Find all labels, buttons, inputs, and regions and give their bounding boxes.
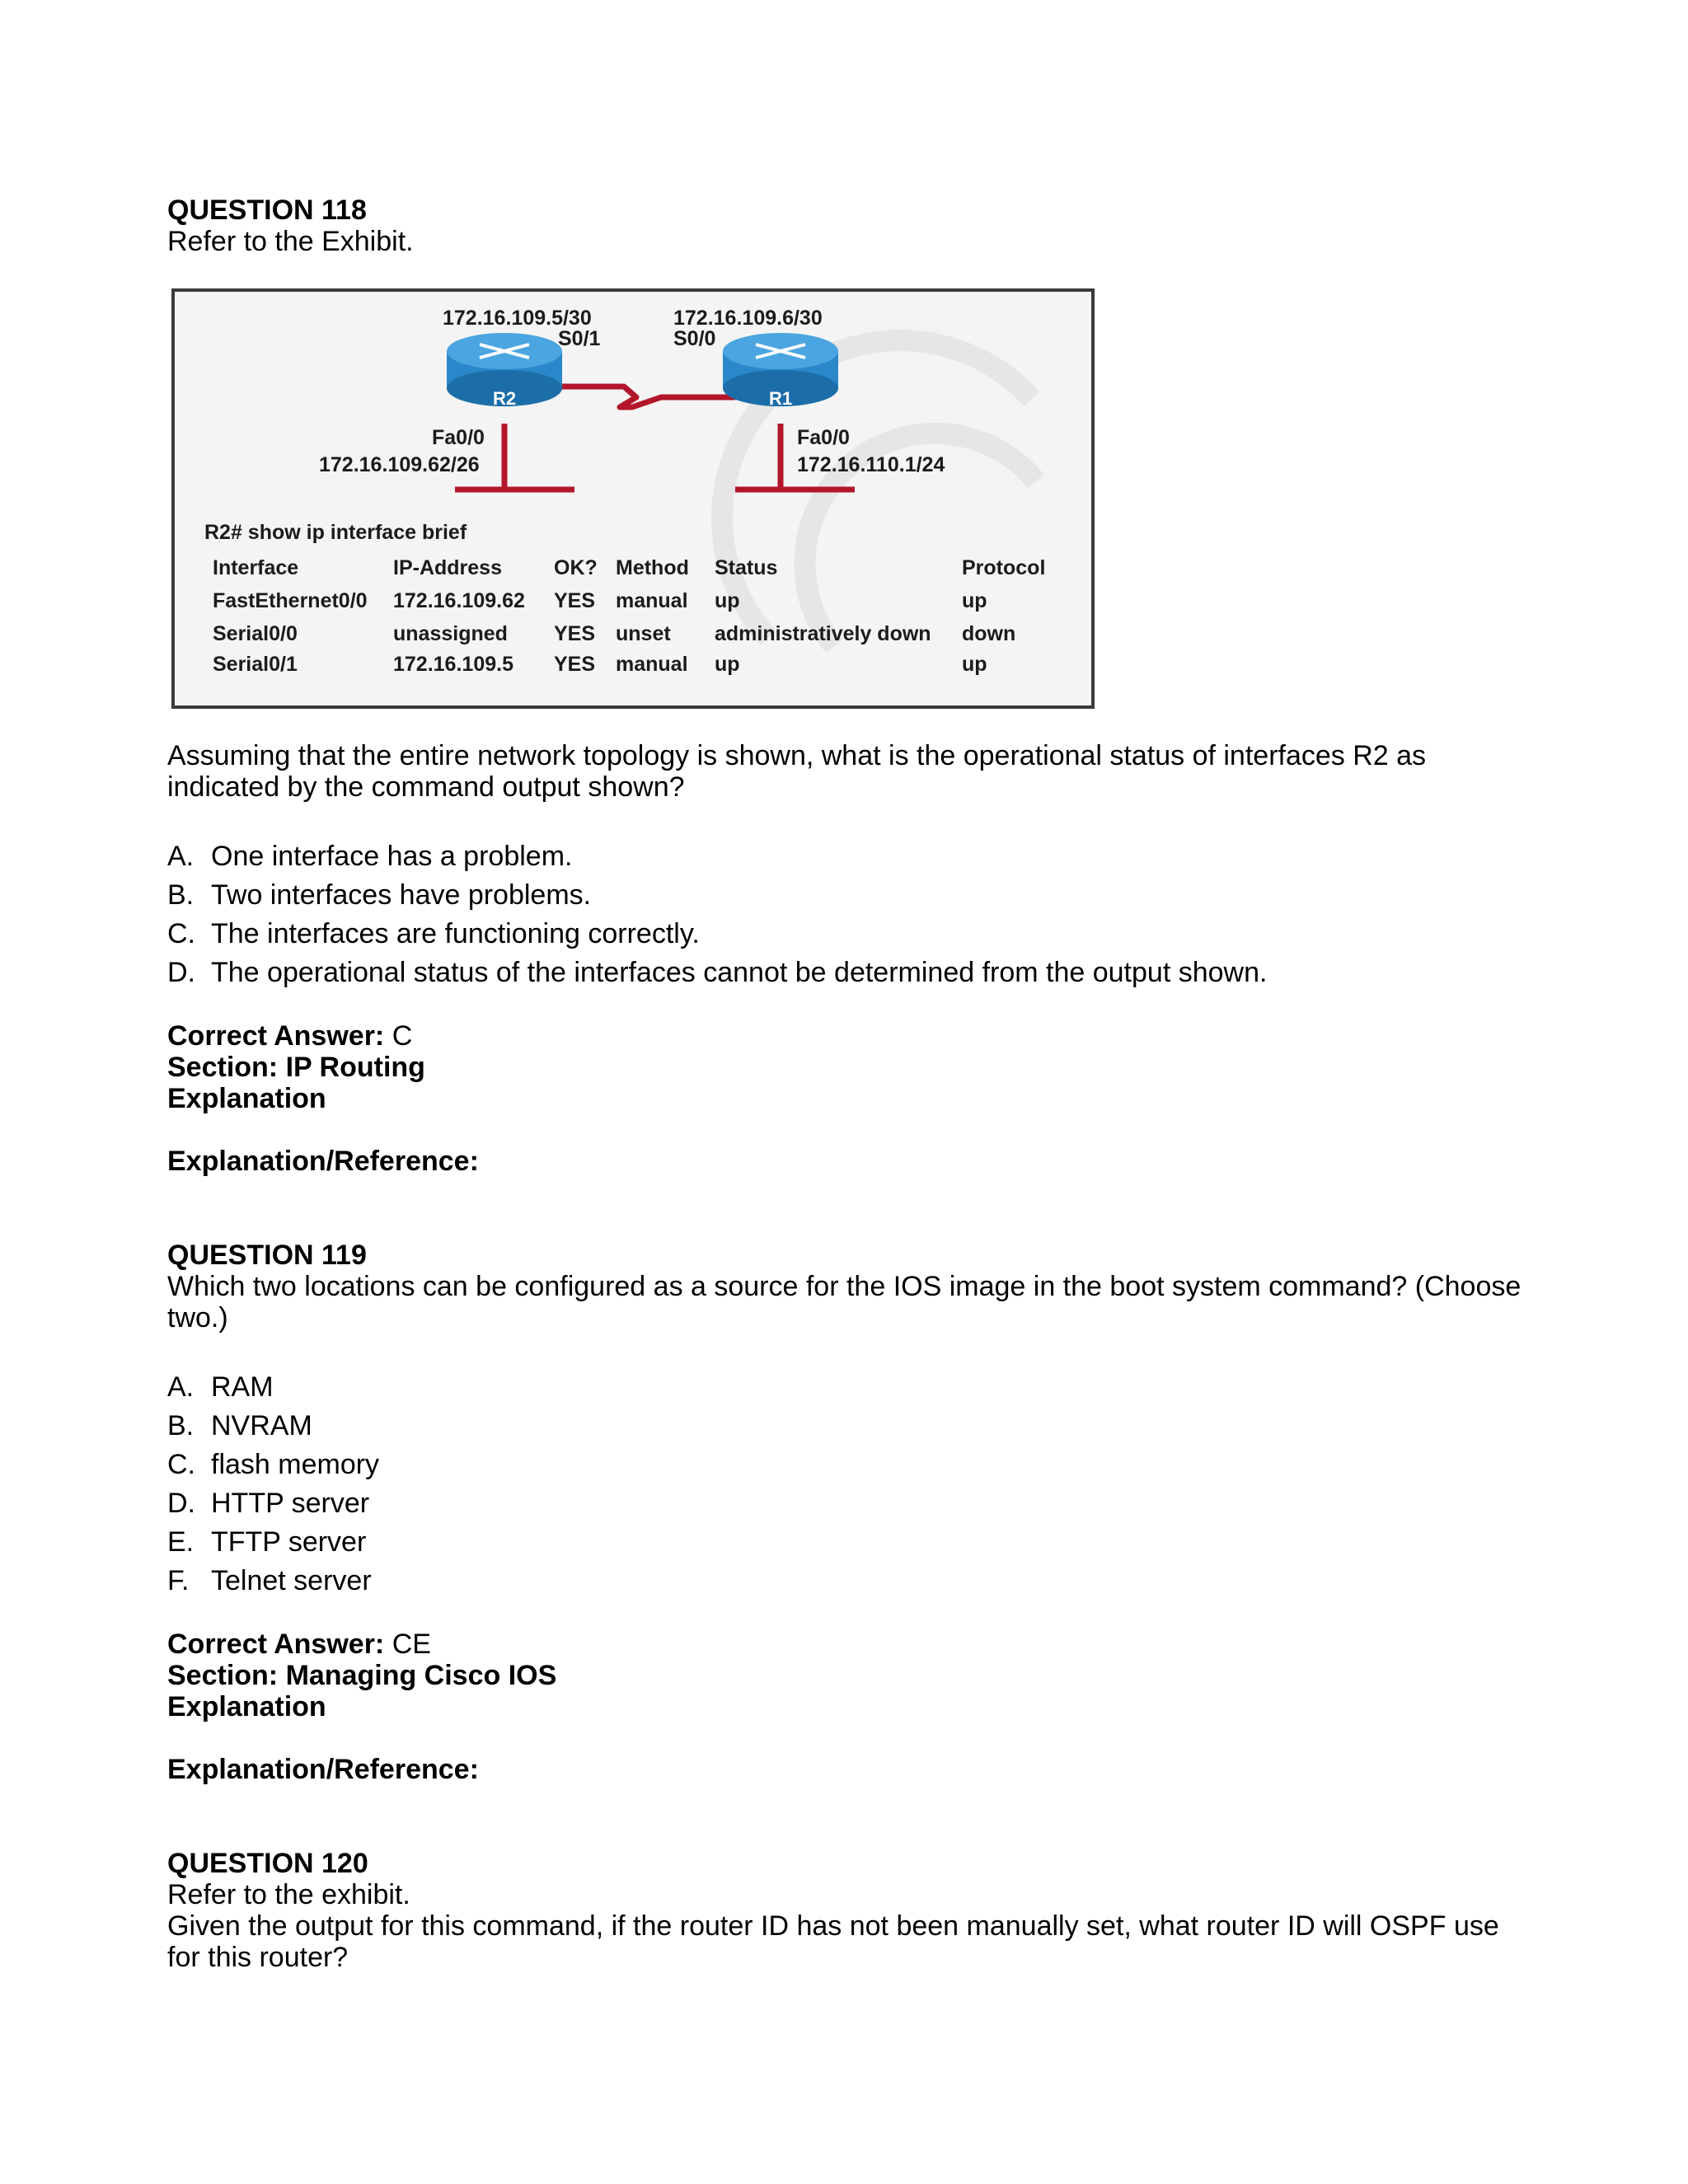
table-cell: 172.16.109.62 — [393, 589, 525, 612]
answer-label: Correct Answer: — [167, 1629, 385, 1660]
header-ip-address: IP-Address — [393, 556, 502, 579]
r2-name: R2 — [492, 388, 517, 409]
option-a — [167, 1368, 1536, 1407]
header-protocol: Protocol — [962, 556, 1046, 579]
question-119 — [167, 1240, 1536, 1785]
document-page — [167, 194, 1536, 1973]
interface-table — [213, 556, 1045, 676]
r1-fa-ip: 172.16.110.1/24 — [797, 453, 945, 476]
question-text: Given the output for this command, if the router ID has not been manually set, what router ID will OSPF use for this router? — [167, 1910, 1499, 1973]
table-cell: administratively down — [715, 622, 931, 645]
header-status: Status — [715, 556, 778, 579]
question-title: QUESTION 120 — [167, 1848, 368, 1879]
question-120 — [167, 1848, 1536, 1973]
table-cell: unassigned — [393, 622, 508, 645]
table-cell: YES — [554, 622, 596, 645]
option-letter: A. — [167, 1371, 195, 1403]
correct-answer — [167, 1629, 1536, 1660]
table-cell: up — [715, 653, 740, 676]
option-c — [167, 1446, 1536, 1484]
section-label: Section: Managing Cisco IOS — [167, 1660, 557, 1691]
reference-label: Explanation/Reference: — [167, 1754, 479, 1785]
option-d — [167, 954, 1536, 992]
table-cell: FastEthernet0/0 — [213, 589, 368, 612]
r1-serial-ip: 172.16.109.6/30 — [673, 307, 823, 330]
r1-name: R1 — [768, 388, 793, 409]
table-cell: Serial0/1 — [213, 653, 298, 676]
question-text: Assuming that the entire network topology is shown, what is the operational status of interfaces R2 as indicated by the command output shown? — [167, 740, 1427, 803]
r2-serial-ip: 172.16.109.5/30 — [443, 307, 592, 330]
r1-fa-port: Fa0/0 — [797, 426, 850, 449]
table-cell: down — [962, 622, 1016, 645]
option-letter: F. — [167, 1565, 190, 1596]
option-letter: D. — [167, 1488, 195, 1519]
question-title: QUESTION 118 — [167, 194, 367, 226]
answer-block — [167, 1020, 1536, 1177]
option-text: TFTP server — [211, 1526, 367, 1558]
table-cell: manual — [616, 653, 688, 676]
table-cell: up — [715, 589, 740, 612]
option-text: One interface has a problem. — [211, 841, 573, 872]
table-cell: up — [962, 653, 987, 676]
r2-fa-ip: 172.16.109.62/26 — [319, 453, 480, 476]
explanation-label: Explanation — [167, 1083, 326, 1114]
option-text: NVRAM — [211, 1410, 312, 1441]
option-f — [167, 1562, 1536, 1601]
table-cell: unset — [616, 622, 671, 645]
r2-fa-port: Fa0/0 — [432, 426, 485, 449]
answer-value: C — [392, 1020, 413, 1052]
question-intro: Refer to the exhibit. — [167, 1879, 410, 1910]
option-letter: E. — [167, 1526, 195, 1558]
option-c — [167, 915, 1536, 954]
table-cell: YES — [554, 653, 596, 676]
table-cell: YES — [554, 589, 596, 612]
option-text: Telnet server — [211, 1565, 372, 1596]
option-letter: B. — [167, 879, 195, 911]
question-text: Which two locations can be configured as a source for the IOS image in the boot system command? (Choose two.) — [167, 1271, 1522, 1333]
r1-serial-port: S0/0 — [673, 327, 716, 350]
option-text: The interfaces are functioning correctly. — [211, 918, 700, 949]
question-intro: Refer to the Exhibit. — [167, 226, 414, 257]
answer-block — [167, 1629, 1536, 1785]
table-cell: 172.16.109.5 — [393, 653, 513, 676]
network-exhibit — [171, 288, 1095, 709]
header-ok: OK? — [554, 556, 598, 579]
command-line: R2# show ip interface brief — [204, 521, 467, 544]
table-cell: Serial0/0 — [213, 622, 298, 645]
option-d — [167, 1484, 1536, 1523]
reference-label: Explanation/Reference: — [167, 1146, 479, 1177]
option-letter: B. — [167, 1410, 195, 1441]
option-b — [167, 876, 1536, 915]
section-label: Section: IP Routing — [167, 1052, 425, 1083]
answer-label: Correct Answer: — [167, 1020, 385, 1052]
option-text: flash memory — [211, 1449, 380, 1480]
option-letter: A. — [167, 841, 195, 872]
question-118 — [167, 194, 1536, 1177]
table-cell: up — [962, 589, 987, 612]
explanation-label: Explanation — [167, 1691, 326, 1722]
question-title: QUESTION 119 — [167, 1240, 367, 1271]
option-letter: C. — [167, 1449, 195, 1480]
answer-options — [167, 1368, 1536, 1601]
option-text: Two interfaces have problems. — [211, 879, 592, 911]
header-method: Method — [616, 556, 689, 579]
option-text: The operational status of the interfaces cannot be determined from the output shown. — [211, 957, 1268, 988]
network-diagram — [175, 292, 1091, 705]
option-a — [167, 837, 1536, 876]
answer-options — [167, 837, 1536, 992]
answer-value: CE — [392, 1629, 431, 1660]
header-interface: Interface — [213, 556, 299, 579]
option-letter: D. — [167, 957, 195, 988]
table-cell: manual — [616, 589, 688, 612]
option-text: HTTP server — [211, 1488, 370, 1519]
option-letter: C. — [167, 918, 195, 949]
option-text: RAM — [211, 1371, 274, 1403]
option-b — [167, 1407, 1536, 1446]
r2-serial-port: S0/1 — [558, 327, 601, 350]
option-e — [167, 1523, 1536, 1562]
correct-answer — [167, 1020, 1536, 1052]
